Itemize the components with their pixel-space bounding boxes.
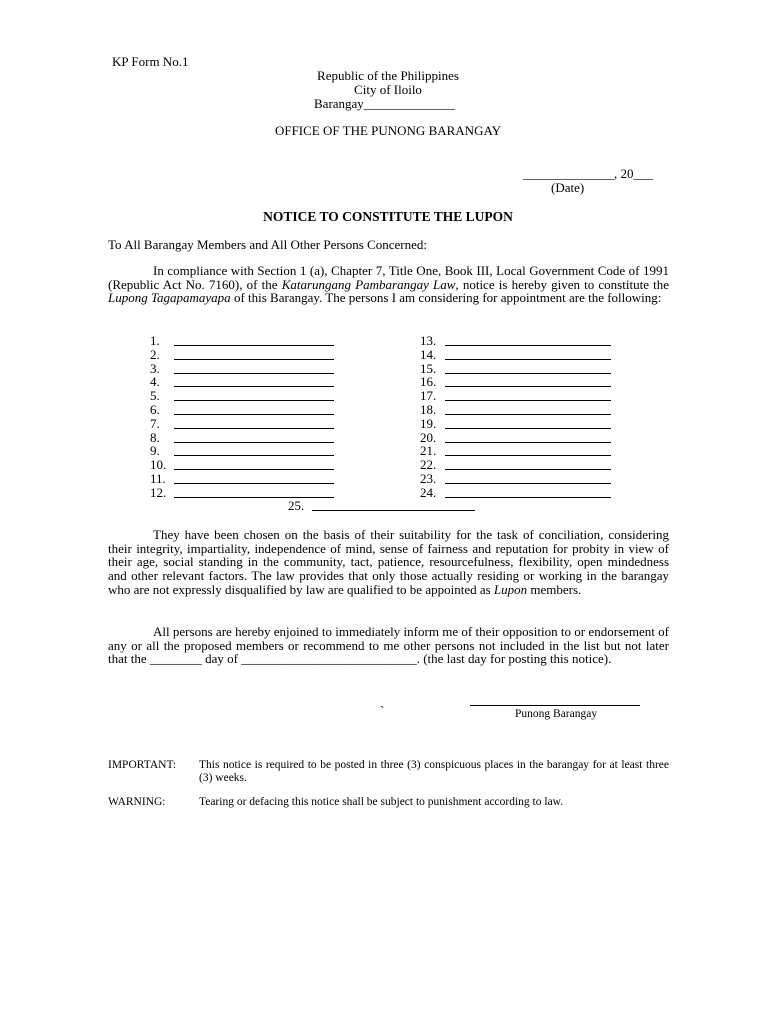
nominee-item bbox=[420, 348, 615, 362]
date-line: ______________, 20___ bbox=[523, 166, 653, 181]
nominee-blank-line bbox=[445, 359, 611, 360]
warning-text: Tearing or defacing this notice shall be subject to punishment according to law. bbox=[199, 796, 564, 808]
nominee-number: 8. bbox=[150, 429, 160, 445]
nominee-blank-line bbox=[312, 510, 475, 511]
nominee-item bbox=[150, 444, 340, 458]
nominee-item bbox=[150, 486, 340, 500]
nominee-blank-line bbox=[445, 455, 611, 456]
nominee-number: 6. bbox=[150, 401, 160, 417]
nominee-number: 1. bbox=[150, 333, 160, 348]
nominee-blank-line bbox=[174, 455, 334, 456]
nominee-number: 19. bbox=[420, 415, 437, 431]
nominee-item bbox=[150, 431, 340, 445]
form-number: KP Form No.1 bbox=[112, 54, 189, 69]
nominee-blank-line bbox=[174, 442, 334, 443]
nominee-item bbox=[150, 472, 340, 486]
office-heading: OFFICE OF THE PUNONG BARANGAY bbox=[274, 123, 502, 138]
nominee-blank-line bbox=[445, 483, 611, 484]
nominee-item bbox=[150, 417, 340, 431]
nominee-number: 4. bbox=[150, 374, 160, 390]
nominee-item bbox=[420, 375, 615, 389]
nominee-item bbox=[420, 417, 615, 431]
nominee-number: 20. bbox=[420, 429, 437, 445]
nominee-number: 13. bbox=[420, 333, 437, 348]
nominee-item bbox=[288, 499, 304, 513]
nominee-blank-line bbox=[174, 497, 334, 498]
nominee-list-right bbox=[420, 334, 615, 500]
nominee-item bbox=[420, 458, 615, 472]
nominee-blank-line bbox=[445, 442, 611, 443]
nominee-number: 14. bbox=[420, 346, 437, 362]
nominee-number: 23. bbox=[420, 470, 437, 486]
opposition-paragraph: All persons are hereby enjoined to immediately inform me of their opposition to or endorsement of any or all the proposed members or recommend to me other persons not included in the list but not later that the ________ day of ___________________________. (the last day for posting this notice). bbox=[108, 624, 669, 667]
nominee-blank-line bbox=[445, 400, 611, 401]
nominee-blank-line bbox=[445, 414, 611, 415]
signature-line bbox=[470, 705, 640, 706]
important-text: This notice is required to be posted in three (3) conspicuous places in the barangay for at least three (3) weeks. bbox=[199, 759, 669, 784]
nominee-number: 18. bbox=[420, 401, 437, 417]
intro-paragraph: In compliance with Section 1 (a), Chapter 7, Title One, Book III, Local Government Code of 1991 (Republic Act No. 7160), of the Katarungang Pambarangay Law, notice is hereby given to constitute the Lupong Tagapamayapa of this Barangay. The persons I am considering for appointment are the following: bbox=[108, 263, 669, 306]
nominee-number: 10. bbox=[150, 457, 167, 473]
nominee-item bbox=[150, 375, 340, 389]
date-label: (Date) bbox=[551, 180, 585, 195]
nominee-item bbox=[420, 444, 615, 458]
nominee-blank-line bbox=[174, 373, 334, 374]
nominee-number: 11. bbox=[150, 470, 166, 486]
nominee-list-left bbox=[150, 334, 340, 500]
nominee-number: 2. bbox=[150, 346, 160, 362]
nominee-blank-line bbox=[445, 428, 611, 429]
nominee-number: 21. bbox=[420, 443, 437, 459]
nominee-blank-line bbox=[445, 497, 611, 498]
nominee-item bbox=[420, 472, 615, 486]
nominee-number: 3. bbox=[150, 360, 160, 376]
nominee-number: 16. bbox=[420, 374, 437, 390]
qualification-paragraph: They have been chosen on the basis of their suitability for the task of conciliation, considering their integrity, impartiality, independence of mind, sense of fairness and reputation for probity in view of their age, social standing in the community, tact, patience, resourcefulness, flexibility, open mindedness and other relevant factors. The law provides that only those actually residing or working in the barangay who are not expressly disqualified by law are qualified to be appointed as Lupon members. bbox=[108, 527, 669, 597]
nominee-item bbox=[150, 403, 340, 417]
notice-title: NOTICE TO CONSTITUTE THE LUPON bbox=[263, 209, 513, 224]
nominee-number: 7. bbox=[150, 415, 160, 431]
nominee-number: 9. bbox=[150, 443, 160, 459]
city-heading: City of Iloilo bbox=[354, 82, 422, 97]
warning-label: WARNING: bbox=[108, 796, 166, 808]
nominee-number: 15. bbox=[420, 360, 437, 376]
nominee-blank-line bbox=[445, 469, 611, 470]
nominee-item bbox=[420, 403, 615, 417]
nominee-blank-line bbox=[174, 428, 334, 429]
nominee-item bbox=[150, 458, 340, 472]
salutation: To All Barangay Members and All Other Persons Concerned: bbox=[108, 237, 427, 252]
nominee-blank-line bbox=[174, 386, 334, 387]
nominee-blank-line bbox=[445, 345, 611, 346]
nominee-blank-line bbox=[174, 414, 334, 415]
nominee-item bbox=[420, 362, 615, 376]
nominee-number: 17. bbox=[420, 388, 437, 404]
signature-label: Punong Barangay bbox=[515, 708, 598, 720]
nominee-item bbox=[420, 486, 615, 500]
nominee-item bbox=[150, 348, 340, 362]
nominee-item bbox=[420, 431, 615, 445]
nominee-blank-line bbox=[174, 345, 334, 346]
nominee-blank-line bbox=[174, 483, 334, 484]
nominee-number: 24. bbox=[420, 484, 437, 500]
barangay-heading: Barangay______________ bbox=[314, 96, 455, 111]
nominee-blank-line bbox=[174, 469, 334, 470]
nominee-blank-line bbox=[445, 373, 611, 374]
nominee-item bbox=[150, 334, 340, 348]
nominee-blank-line bbox=[174, 400, 334, 401]
nominee-blank-line bbox=[445, 386, 611, 387]
important-label: IMPORTANT: bbox=[108, 759, 177, 771]
nominee-number: 22. bbox=[420, 457, 437, 473]
nominee-item bbox=[420, 334, 615, 348]
nominee-number: 25. bbox=[288, 498, 305, 513]
nominee-blank-line bbox=[174, 359, 334, 360]
stray-mark: ` bbox=[380, 703, 385, 718]
republic-heading: Republic of the Philippines bbox=[317, 68, 459, 83]
nominee-number: 5. bbox=[150, 388, 160, 404]
nominee-item bbox=[150, 362, 340, 376]
nominee-item bbox=[150, 389, 340, 403]
nominee-number: 12. bbox=[150, 484, 167, 500]
nominee-item bbox=[420, 389, 615, 403]
